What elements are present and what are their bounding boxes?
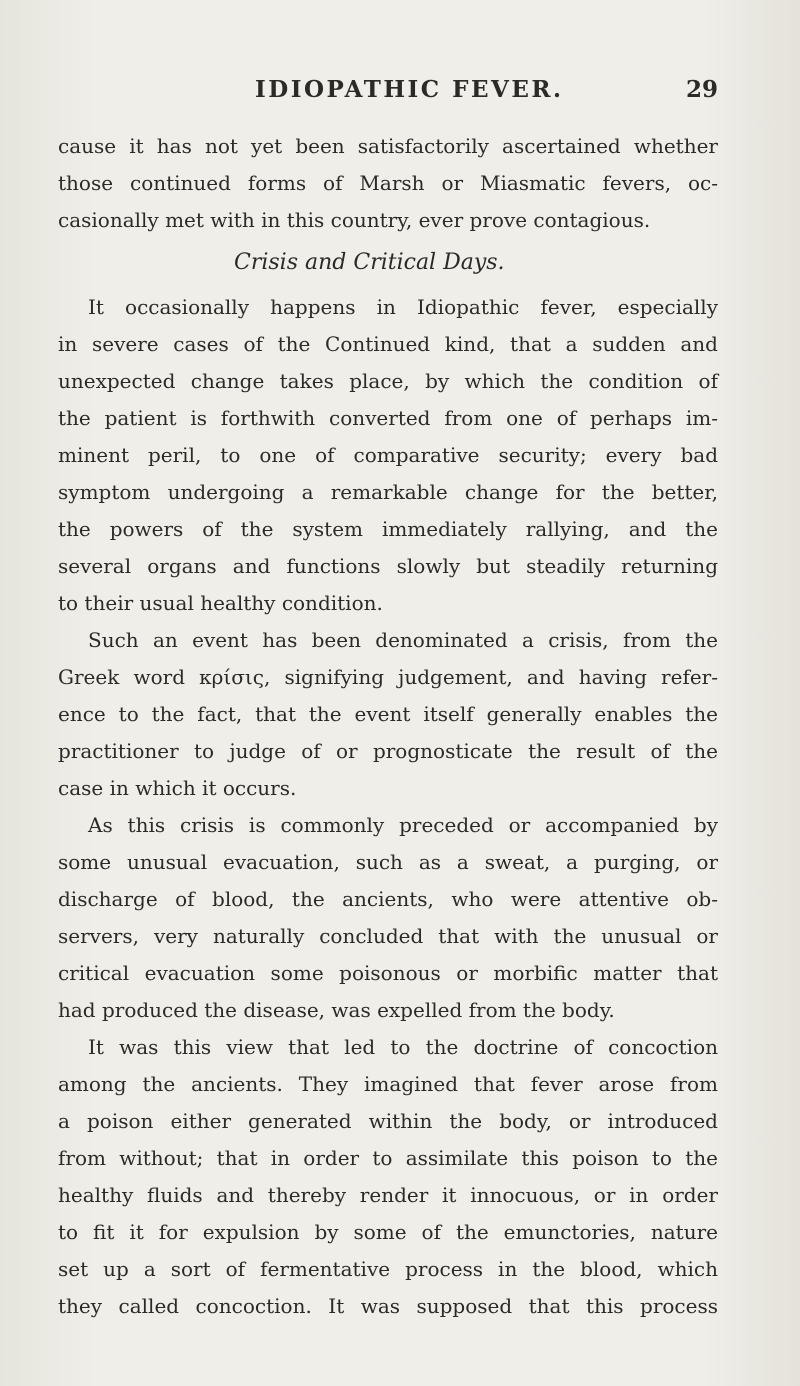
- text-line: Such an event has been denominated a crisis, from the: [88, 628, 718, 652]
- paragraph: [58, 807, 718, 1029]
- page-number: 29: [686, 76, 719, 103]
- text-line: the powers of the system immediately rallying, and the: [58, 517, 718, 541]
- text-line: healthy fluids and thereby render it innocuous, or in order: [58, 1183, 718, 1207]
- text-line: cause it has not yet been satisfactorily ascertained whether: [58, 134, 718, 158]
- text-line: to their usual healthy condition.: [58, 591, 383, 615]
- text-line: As this crisis is commonly preceded or accompanied by: [88, 813, 718, 837]
- text-line: those continued forms of Marsh or Miasmatic fevers, oc-: [58, 171, 718, 195]
- text-line: It occasionally happens in Idiopathic fever, especially: [88, 295, 718, 319]
- text-line: ence to the fact, that the event itself generally enables the: [58, 702, 718, 726]
- text-line: Greek word κρίσις, signifying judgement, and having refer-: [58, 665, 718, 689]
- text-line: servers, very naturally concluded that with the unusual or: [58, 924, 718, 948]
- text-line: set up a sort of fermentative process in the blood, which: [58, 1257, 718, 1281]
- continued-paragraph: [58, 128, 718, 239]
- text-line: to fit it for expulsion by some of the emunctories, nature: [58, 1220, 718, 1244]
- text-line: casionally met with in this country, ever prove contagious.: [58, 208, 651, 232]
- running-title: IDIOPATHIC FEVER.: [255, 76, 564, 103]
- text-line: symptom undergoing a remarkable change for the better,: [58, 480, 718, 504]
- text-line: discharge of blood, the ancients, who were attentive ob-: [58, 887, 718, 911]
- text-line: practitioner to judge of or prognosticate the result of the: [58, 739, 718, 763]
- text-line: some unusual evacuation, such as a sweat, a purging, or: [58, 850, 718, 874]
- text-line: case in which it occurs.: [58, 776, 297, 800]
- text-line: several organs and functions slowly but steadily returning: [58, 554, 718, 578]
- text-line: minent peril, to one of comparative security; every bad: [58, 443, 718, 467]
- text-line: a poison either generated within the body, or introduced: [58, 1109, 718, 1133]
- paragraph: [58, 289, 718, 622]
- paragraph: [58, 1029, 718, 1325]
- text-line: unexpected change takes place, by which the condition of: [58, 369, 718, 393]
- section-heading: Crisis and Critical Days.: [234, 250, 505, 275]
- text-line: among the ancients. They imagined that fever arose from: [58, 1072, 718, 1096]
- text-line: they called concoction. It was supposed that this process: [58, 1294, 718, 1318]
- paragraph: [58, 622, 718, 807]
- body-text: [58, 128, 718, 1325]
- text-line: from without; that in order to assimilate this poison to the: [58, 1146, 718, 1170]
- text-line: critical evacuation some poisonous or morbific matter that: [58, 961, 718, 985]
- text-line: had produced the disease, was expelled from the body.: [58, 998, 615, 1022]
- text-line: in severe cases of the Continued kind, that a sudden and: [58, 332, 718, 356]
- page-header: [0, 76, 800, 112]
- text-line: the patient is forthwith converted from one of perhaps im-: [58, 406, 718, 430]
- text-line: It was this view that led to the doctrine of concoction: [88, 1035, 718, 1059]
